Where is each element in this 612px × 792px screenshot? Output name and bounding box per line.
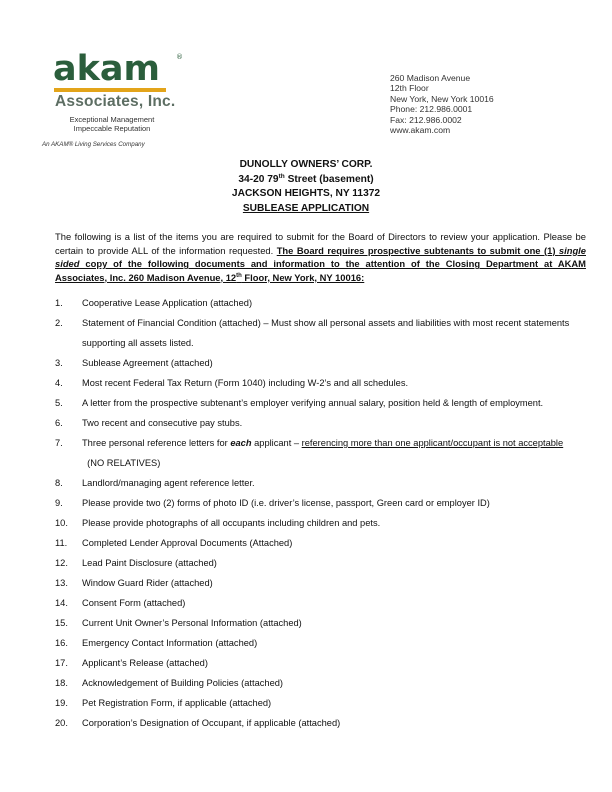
item-text: Applicant’s Release (attached) xyxy=(82,658,208,668)
item-number: 18. xyxy=(55,678,68,688)
requirement-emphasis: single sided xyxy=(55,244,586,270)
item-number: 11. xyxy=(55,538,68,548)
list-item xyxy=(55,393,586,413)
item-text: Acknowledgement of Building Policies (attached) xyxy=(82,678,284,688)
registered-trademark-icon: ® xyxy=(176,53,183,61)
item-number: 5. xyxy=(55,398,63,408)
list-item xyxy=(55,353,586,373)
item-number: 14. xyxy=(55,598,68,608)
list-item xyxy=(55,493,586,513)
list-item xyxy=(55,653,586,673)
list-item xyxy=(55,433,586,473)
item-text: Lead Paint Disclosure (attached) xyxy=(82,558,217,568)
list-item xyxy=(55,313,586,353)
item-text: Two recent and consecutive pay stubs. xyxy=(82,418,243,428)
list-item xyxy=(55,693,586,713)
item-number: 16. xyxy=(55,638,68,648)
address-phone: Phone: 212.986.0001 xyxy=(390,104,473,115)
list-item xyxy=(55,713,586,733)
item-text: Landlord/managing agent reference letter. xyxy=(82,478,255,488)
item-number: 15. xyxy=(55,618,68,628)
list-item xyxy=(55,293,586,313)
list-item xyxy=(55,593,586,613)
item-number: 13. xyxy=(55,578,68,588)
item-text: Most recent Federal Tax Return (Form 1040) including W-2’s and all schedules. xyxy=(82,378,409,388)
item-number: 10. xyxy=(55,518,68,528)
item-text: Completed Lender Approval Documents (Attached) xyxy=(82,538,293,548)
list-item xyxy=(55,473,586,493)
list-item xyxy=(55,633,586,653)
required-documents-list xyxy=(55,293,586,733)
list-item xyxy=(55,573,586,593)
item-number: 3. xyxy=(55,358,63,368)
logo-tagline-line-2: Impeccable Reputation xyxy=(73,124,151,133)
item-text: Sublease Agreement (attached) xyxy=(82,358,213,368)
list-item xyxy=(55,613,586,633)
address-city: New York, New York 10016 xyxy=(390,93,494,104)
street-name: Street (basement) xyxy=(284,173,374,185)
list-item xyxy=(55,413,586,433)
list-item xyxy=(55,513,586,533)
street-ordinal: th xyxy=(278,172,285,180)
item-number: 8. xyxy=(55,478,63,488)
address-fax: Fax: 212.986.0002 xyxy=(390,114,462,125)
address-floor: 12th Floor xyxy=(390,83,429,94)
list-item xyxy=(55,373,586,393)
item-text xyxy=(82,433,586,473)
item-underlined-note: referencing more than one applicant/occupant is not acceptable xyxy=(301,438,564,448)
item-number: 20. xyxy=(55,718,68,728)
item-number: 6. xyxy=(55,418,63,428)
address-website: www.akam.com xyxy=(390,125,451,136)
intro-text: The following is a list of the items you are required to submit for the Board of Directors to review your application. Please be certain to provide ALL of the information requested. xyxy=(55,231,586,256)
item-number: 17. xyxy=(55,658,68,668)
item-number: 7. xyxy=(55,438,63,448)
page-title: SUBLEASE APPLICATION xyxy=(242,202,370,214)
logo-wordmark xyxy=(53,49,198,89)
logo-word-text: akam xyxy=(53,49,160,89)
address-street: 260 Madison Avenue xyxy=(390,73,471,83)
item-number: 9. xyxy=(55,498,63,508)
street-number: 34-20 79 xyxy=(238,173,279,185)
requirement-ordinal: th xyxy=(236,272,242,279)
logo-tagline-line-1: Exceptional Management xyxy=(69,115,155,124)
item-text: A letter from the prospective subtenant’s employer verifying annual salary, position held & length of employment. xyxy=(82,398,544,408)
intro-paragraph xyxy=(55,230,586,284)
building-city: JACKSON HEIGHTS, NY 11372 xyxy=(231,188,381,200)
item-emphasis: each xyxy=(230,438,252,448)
item-text: Current Unit Owner’s Personal Information (attached) xyxy=(82,618,302,628)
corporation-name: DUNOLLY OWNERS’ CORP. xyxy=(239,159,373,170)
item-text-part: (NO RELATIVES) xyxy=(82,458,161,468)
requirement-text-1: The Board requires prospective subtenants to submit one (1) xyxy=(276,244,559,256)
item-text: Statement of Financial Condition (attached) – Must show all personal assets and liabilities with most recent statements supporting all assets listed. xyxy=(82,318,570,348)
company-logo xyxy=(38,49,198,149)
item-text: Cooperative Lease Application (attached) xyxy=(82,298,253,308)
list-item xyxy=(55,553,586,573)
logo-company-name: Associates, Inc. xyxy=(55,93,176,110)
item-text: Please provide photographs of all occupants including children and pets. xyxy=(82,518,381,528)
list-item xyxy=(55,533,586,553)
item-number: 1. xyxy=(55,298,63,308)
item-number: 12. xyxy=(55,558,68,568)
logo-tagline xyxy=(66,115,158,133)
item-text-part: Three personal reference letters for xyxy=(82,438,231,448)
item-text: Please provide two (2) forms of photo ID (i.e. driver’s license, passport, Green card or employer ID) xyxy=(82,498,490,508)
requirement-text-3: Floor, New York, NY 10016: xyxy=(241,271,365,283)
item-text: Corporation’s Designation of Occupant, if applicable (attached) xyxy=(82,718,341,728)
item-number: 2. xyxy=(55,318,63,328)
document-heading xyxy=(0,158,612,216)
item-text: Emergency Contact Information (attached) xyxy=(82,638,258,648)
item-text: Pet Registration Form, if applicable (attached) xyxy=(82,698,272,708)
item-number: 4. xyxy=(55,378,63,388)
list-item xyxy=(55,673,586,693)
item-number: 19. xyxy=(55,698,68,708)
item-text-part: applicant – xyxy=(251,438,302,448)
building-address xyxy=(0,173,612,188)
logo-living-services: An AKAM® Living Services Company xyxy=(42,141,145,148)
company-address xyxy=(390,73,494,135)
requirement-text-2: copy of the following documents and information to the attention of the Closing Department at AKAM Associates, Inc. 260 Madison Avenue, 12 xyxy=(55,258,586,283)
item-text: Window Guard Rider (attached) xyxy=(82,578,213,588)
item-text: Consent Form (attached) xyxy=(82,598,186,608)
